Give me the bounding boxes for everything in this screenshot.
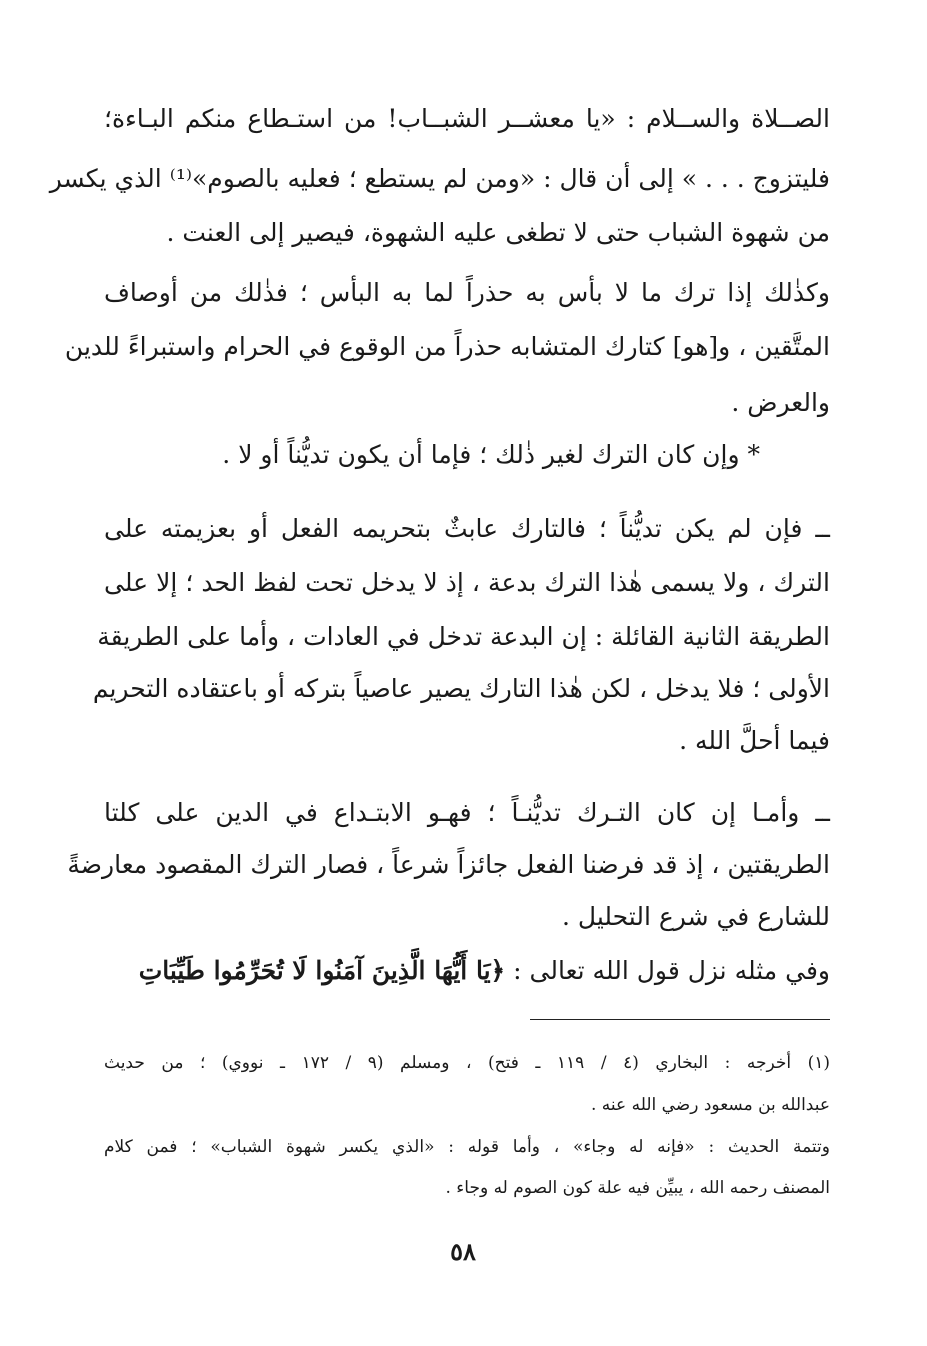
text-line-9: الترك ، ولا يسمى هٰذا الترك بدعة ، إذ لا يدخل تحت لفظ الحد ؛ إلا على xyxy=(104,568,830,597)
text-line-8: ــ فإن لم يكن تديُّناً ؛ فالتارك عابثٌ بتحريمه الفعل أو بعزيمته على xyxy=(104,514,830,543)
text-line-12: فيما أحلَّ الله . xyxy=(679,726,830,755)
footnote-separator xyxy=(530,1019,830,1020)
footnote-line-2: عبدالله بن مسعود رضي الله عنه . xyxy=(590,1095,830,1115)
text-line-14: الطريقتين ، إذ قد فرضنا الفعل جائزاً شرعاً ، فصار الترك المقصود معارضةً xyxy=(67,850,830,879)
verse-intro: وفي مثله نزل قول الله تعالى : xyxy=(513,956,830,985)
text-line-2: فليتزوج . . . » إلى أن قال : «ومن لم يستطع ؛ فعليه بالصوم»⁽¹⁾ الذي يكسر xyxy=(49,164,830,193)
footnote-line-3: وتتمة الحديث : «فإنه له وجاء» ، وأما قوله : «الذي يكسر شهوة الشباب» ؛ فمن كلام xyxy=(104,1137,830,1157)
text-line-6: والعرض . xyxy=(731,388,830,417)
text-line-5: المتَّقين ، و[هو] كتارك المتشابه حذراً من الوقوع في الحرام واستبراءً للدين xyxy=(64,332,830,361)
text-line-11: الأولى ؛ فلا يدخل ، لكن هٰذا التارك يصير عاصياً بتركه أو باعتقاده التحريم xyxy=(92,674,830,703)
footnote-line-4: المصنف رحمه الله ، يبيِّن فيه علة كون الصوم له وجاء . xyxy=(445,1178,830,1198)
text-line-15: للشارع في شرع التحليل . xyxy=(562,902,830,931)
footnote-line-1: (١) أخرجه : البخاري (٤ / ١١٩ ـ فتح) ، ومسلم (٩ / ١٧٢ ـ نووي) ؛ من حديث xyxy=(104,1053,831,1073)
text-line-3: من شهوة الشباب حتى لا تطغى عليه الشهوة، فيصير إلى العنت . xyxy=(166,218,830,247)
page-number: ٥٨ xyxy=(450,1237,476,1266)
quran-verse: ﴿يَا أَيُّهَا الَّذِينَ آمَنُوا لَا تُحَرِّمُوا طَيِّبَاتِ xyxy=(138,956,506,985)
text-line-10: الطريقة الثانية القائلة : إن البدعة تدخل في العادات ، وأما على الطريقة xyxy=(97,622,830,651)
text-line-4: وكذٰلك إذا ترك ما لا بأس به حذراً لما به البأس ؛ فذٰلك من أوصاف xyxy=(104,278,830,307)
text-line-16 xyxy=(104,942,830,1000)
text-line-1: الصــلاة والســلام : «يا معشــر الشبــاب! من استـطاع منكم البـاءة؛ xyxy=(104,104,830,133)
text-line-7: * وإن كان الترك لغير ذٰلك ؛ فإما أن يكون تديُّناً أو لا . xyxy=(222,440,760,469)
text-line-13: ــ وأمـا إن كان التـرك تديُّنـاً ؛ فهـو الابتـداع في الدين على كلتا xyxy=(104,798,830,827)
